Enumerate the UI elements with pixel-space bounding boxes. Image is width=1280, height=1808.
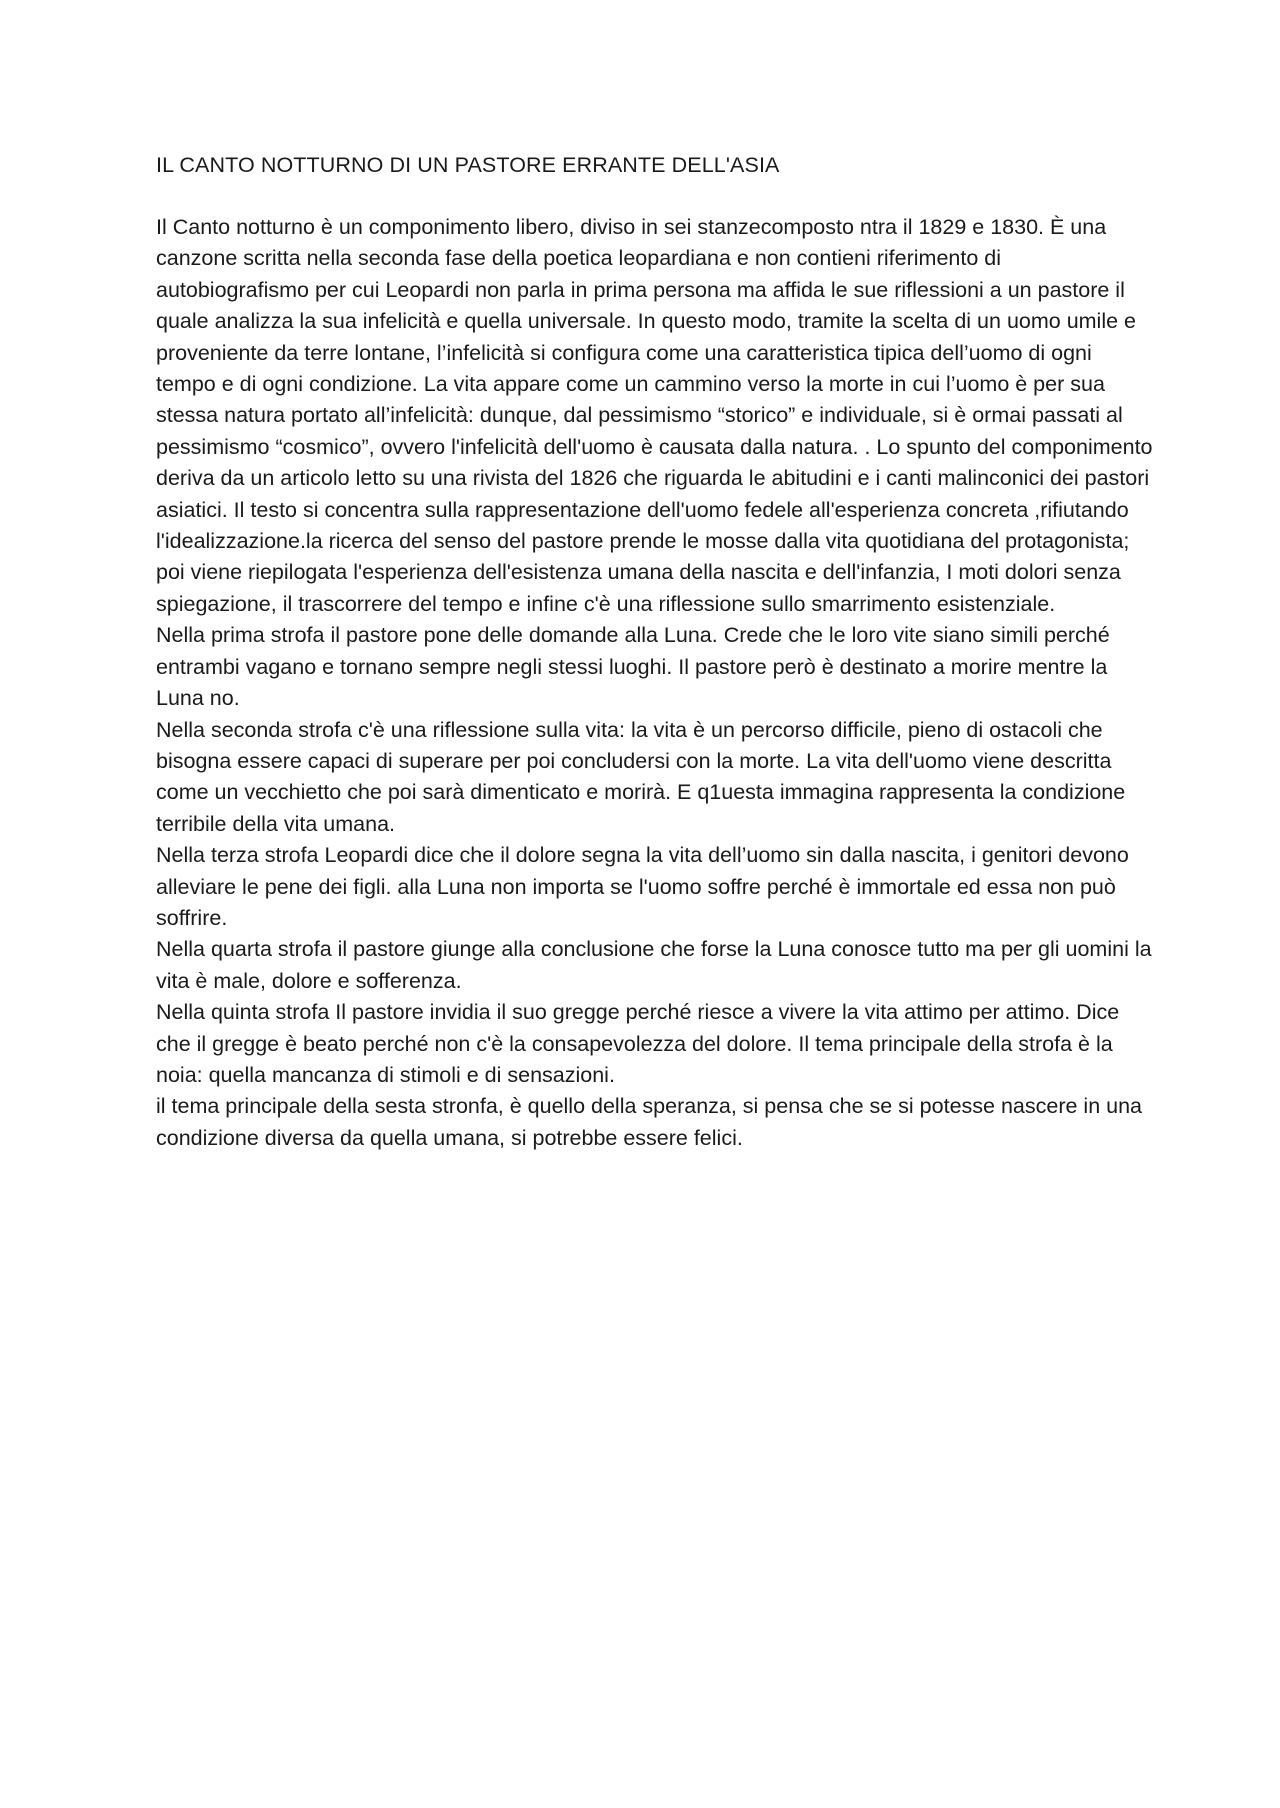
- paragraph-third-stanza: Nella terza strofa Leopardi dice che il dolore segna la vita dell’uomo sin dalla nascita, i genitori devono alleviare le pene dei figli. alla Luna non importa se l'uomo soffre perché è immortale ed essa non può soffrire.: [156, 843, 1129, 930]
- paragraph-fifth-stanza: Nella quinta strofa Il pastore invidia il suo gregge perché riesce a vivere la vita attimo per attimo. Dice che il gregge è beato perché non c'è la consapevolezza del dolore. Il tema principale della strofa è la noia: quella mancanza di stimoli e di sensazioni.: [156, 1000, 1120, 1087]
- paragraph-sixth-stanza: il tema principale della sesta stronfa, è quello della speranza, si pensa che se si potesse nascere in una condizione diversa da quella umana, si potrebbe essere felici.: [156, 1094, 1142, 1150]
- document-body: [156, 150, 1156, 1154]
- paragraph-second-stanza: Nella seconda strofa c'è una riflessione sulla vita: la vita è un percorso difficile, pieno di ostacoli che bisogna essere capaci di superare per poi concludersi con la morte. La vita dell'uomo viene descritta come un vecchietto che poi sarà dimenticato e morirà. E q1uesta immagina rappresenta la condizione terribile della vita umana.: [156, 717, 1126, 836]
- paragraph-introduction: Il Canto notturno è un componimento libero, diviso in sei stanzecomposto ntra il 1829 e 1830. È una canzone scritta nella seconda fase della poetica leopardiana e non contieni riferimento di autobiografismo per cui Leopardi non parla in prima persona ma affida le sue riflessioni a un pastore il quale analizza la sua infelicità e quella universale. In questo modo, tramite la scelta di un uomo umile e proveniente da terre lontane, l’infelicità si configura come una caratteristica tipica dell’uomo di ogni tempo e di ogni condizione. La vita appare come un cammino verso la morte in cui l’uomo è per sua stessa natura portato all’infelicità: dunque, dal pessimismo “storico” e individuale, si è ormai passati al pessimismo “cosmico”, ovvero l'infelicità dell'uomo è causata dalla natura. . Lo spunto del componimento deriva da un articolo letto su una rivista del 1826 che riguarda le abitudini e i canti malinconici dei pastori asiatici. Il testo si concentra sulla rappresentazione dell'uomo fedele all'esperienza concreta ,rifiutando l'idealizzazione.la ricerca del senso del pastore prende le mosse dalla vita quotidiana del protagonista; poi viene riepilogata l'esperienza dell'esistenza umana della nascita e dell'infanzia, I moti dolori senza spiegazione, il trascorrere del tempo e infine c'è una riflessione sullo smarrimento esistenziale.: [156, 215, 1153, 616]
- paragraph-first-stanza: Nella prima strofa il pastore pone delle domande alla Luna. Crede che le loro vite siano simili perché entrambi vagano e tornano sempre negli stessi luoghi. Il pastore però è destinato a morire mentre la Luna no.: [156, 623, 1110, 711]
- document-title: IL CANTO NOTTURNO DI UN PASTORE ERRANTE DELL'ASIA: [156, 153, 780, 177]
- paragraph-fourth-stanza: Nella quarta strofa il pastore giunge alla conclusione che forse la Luna conosce tutto ma per gli uomini la vita è male, dolore e sofferenza.: [156, 937, 1152, 993]
